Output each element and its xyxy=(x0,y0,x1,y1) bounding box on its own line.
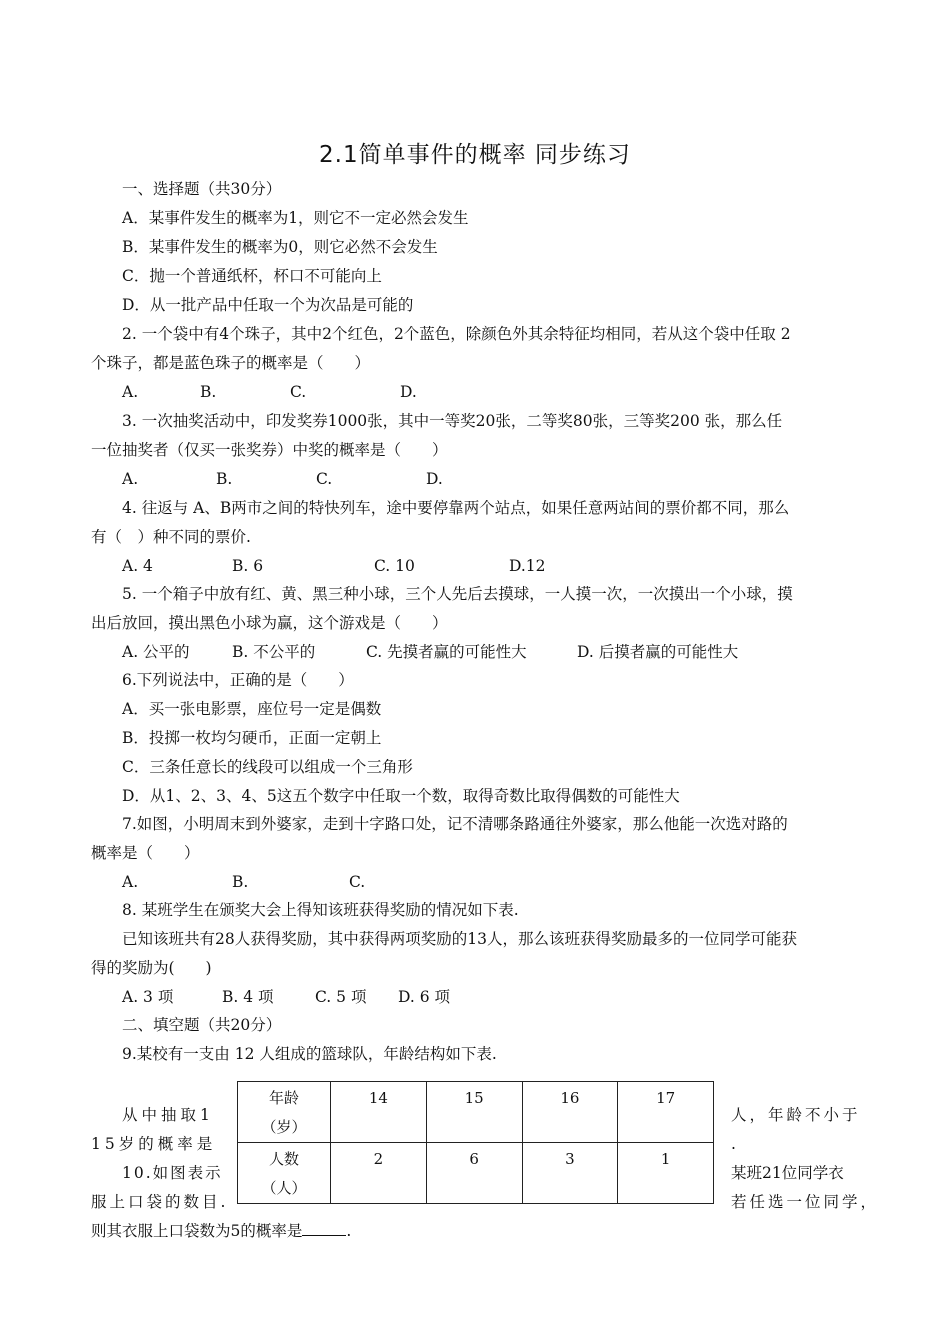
q9-left-line2: 15岁的概率是 xyxy=(91,1135,217,1153)
q6-option-c: C．三条任意长的线段可以组成一个三角形 xyxy=(122,758,413,776)
q10-right-line2: 若任选一位同学， xyxy=(731,1193,880,1211)
q2-stem-line2: 个珠子，都是蓝色珠子的概率是（ ） xyxy=(91,354,371,372)
q1-option-c: C．抛一个普通纸杯，杯口不可能向上 xyxy=(122,267,382,285)
q10-right-line1: 某班21位同学衣 xyxy=(731,1164,844,1182)
table-cell: 2 xyxy=(331,1143,427,1204)
table-cell: 15 xyxy=(426,1082,522,1143)
q5-option-c: C. 先摸者赢的可能性大 xyxy=(366,643,527,661)
q4-stem-line2: 有（ ）种不同的票价. xyxy=(91,528,251,546)
q10-line3 xyxy=(91,1221,351,1241)
table-header-age xyxy=(238,1082,331,1143)
q1-option-d: D．从一批产品中任取一个为次品是可能的 xyxy=(122,296,414,314)
section-heading-choice: 一、选择题（共30分） xyxy=(122,180,282,198)
q5-option-b: B. 不公平的 xyxy=(232,643,316,661)
q8-option-b: B. 4 项 xyxy=(222,988,274,1006)
q8-option-c: C. 5 项 xyxy=(315,988,367,1006)
section-heading-fill: 二、填空题（共20分） xyxy=(122,1016,282,1034)
q4-stem-line1: 4. 往返与 A、B两市之间的特快列车，途中要停靠两个站点，如果任意两站间的票价都不同，那么 xyxy=(122,499,790,517)
q4-option-b: B. 6 xyxy=(232,557,264,575)
table-cell: 17 xyxy=(618,1082,714,1143)
q10-left-line2: 服上口袋的数目. xyxy=(91,1193,229,1211)
q6-option-b: B．投掷一枚均匀硬币，正面一定朝上 xyxy=(122,729,382,747)
q2-option-b: B. xyxy=(200,383,217,401)
q6-stem: 6.下列说法中，正确的是（ ） xyxy=(122,671,354,689)
q3-stem-line2: 一位抽奖者（仅买一张奖券）中奖的概率是（ ） xyxy=(91,441,448,459)
q3-option-d: D. xyxy=(426,470,443,488)
q2-option-a: A. xyxy=(122,383,139,401)
table-cell: 1 xyxy=(618,1143,714,1204)
q3-option-c: C. xyxy=(316,470,333,488)
q7-option-c: C. xyxy=(349,873,366,891)
table-row-age xyxy=(238,1082,714,1143)
q7-option-a: A. xyxy=(122,873,139,891)
table-cell: 6 xyxy=(426,1143,522,1204)
q3-stem-line1: 3. 一次抽奖活动中，印发奖券1000张，其中一等奖20张，二等奖80张，三等奖200 张，那么任 xyxy=(122,412,783,430)
q9-stem: 9.某校有一支由 12 人组成的篮球队，年龄结构如下表. xyxy=(122,1045,497,1063)
q8-stem-line3: 得的奖励为( ) xyxy=(91,959,212,977)
count-label: 人数 xyxy=(268,1150,299,1168)
q8-stem-line2: 已知该班共有28人获得奖励，其中获得两项奖励的13人，那么该班获得奖励最多的一位同学可能获 xyxy=(122,930,797,948)
q8-stem-line1: 8. 某班学生在颁奖大会上得知该班获得奖励的情况如下表. xyxy=(122,901,519,919)
age-unit: （岁） xyxy=(261,1118,307,1136)
q8-option-d: D. 6 项 xyxy=(398,988,451,1006)
q5-stem-line1: 5. 一个箱子中放有红、黄、黑三种小球，三个人先后去摸球，一人摸一次，一次摸出一个小球，摸 xyxy=(122,585,793,603)
q8-option-a: A. 3 项 xyxy=(122,988,174,1006)
age-label: 年龄 xyxy=(268,1089,299,1107)
q9-left-line1: 从中抽取1 xyxy=(122,1106,214,1124)
q2-stem-line1: 2. 一个袋中有4个珠子，其中2个红色，2个蓝色，除颜色外其余特征均相同，若从这个袋中任取 2 xyxy=(122,325,791,343)
q9-right-line2: . xyxy=(731,1135,736,1153)
q7-option-b: B. xyxy=(232,873,249,891)
q4-option-d: D.12 xyxy=(509,557,546,575)
q3-option-a: A. xyxy=(122,470,139,488)
q10-line3-text: 则其衣服上口袋数为5的概率是 xyxy=(91,1222,303,1240)
q10-left-line1: 10.如图表示 xyxy=(122,1164,223,1182)
q1-option-b: B．某事件发生的概率为0，则它必然不会发生 xyxy=(122,238,438,256)
table-row-count xyxy=(238,1143,714,1204)
answer-blank xyxy=(302,1221,346,1236)
q2-option-c: C. xyxy=(290,383,307,401)
table-header-count xyxy=(238,1143,331,1204)
q5-option-a: A. 公平的 xyxy=(122,643,190,661)
q5-stem-line2: 出后放回，摸出黑色小球为赢，这个游戏是（ ） xyxy=(91,614,448,632)
q1-option-a: A．某事件发生的概率为1，则它不一定必然会发生 xyxy=(122,209,469,227)
q7-stem-line1: 7.如图，小明周末到外婆家，走到十字路口处，记不清哪条路通往外婆家，那么他能一次选对路的 xyxy=(122,815,788,833)
q4-option-a: A. 4 xyxy=(122,557,153,575)
q7-stem-line2: 概率是（ ） xyxy=(91,844,200,862)
q9-right-line1: 人，年龄不小于 xyxy=(731,1106,861,1124)
table-cell: 3 xyxy=(522,1143,618,1204)
count-unit: （人） xyxy=(261,1179,307,1197)
q6-option-a: A．买一张电影票，座位号一定是偶数 xyxy=(122,700,382,718)
q5-option-d: D. 后摸者赢的可能性大 xyxy=(577,643,739,661)
table-cell: 14 xyxy=(331,1082,427,1143)
table-cell: 16 xyxy=(522,1082,618,1143)
age-structure-table xyxy=(237,1081,714,1204)
q4-option-c: C. 10 xyxy=(374,557,415,575)
q10-line3-end: . xyxy=(346,1222,352,1240)
q6-option-d: D．从1、2、3、4、5这五个数字中任取一个数，取得奇数比取得偶数的可能性大 xyxy=(122,787,680,805)
q3-option-b: B. xyxy=(216,470,233,488)
q2-option-d: D. xyxy=(400,383,417,401)
page-title: 2.1简单事件的概率 同步练习 xyxy=(319,142,631,168)
